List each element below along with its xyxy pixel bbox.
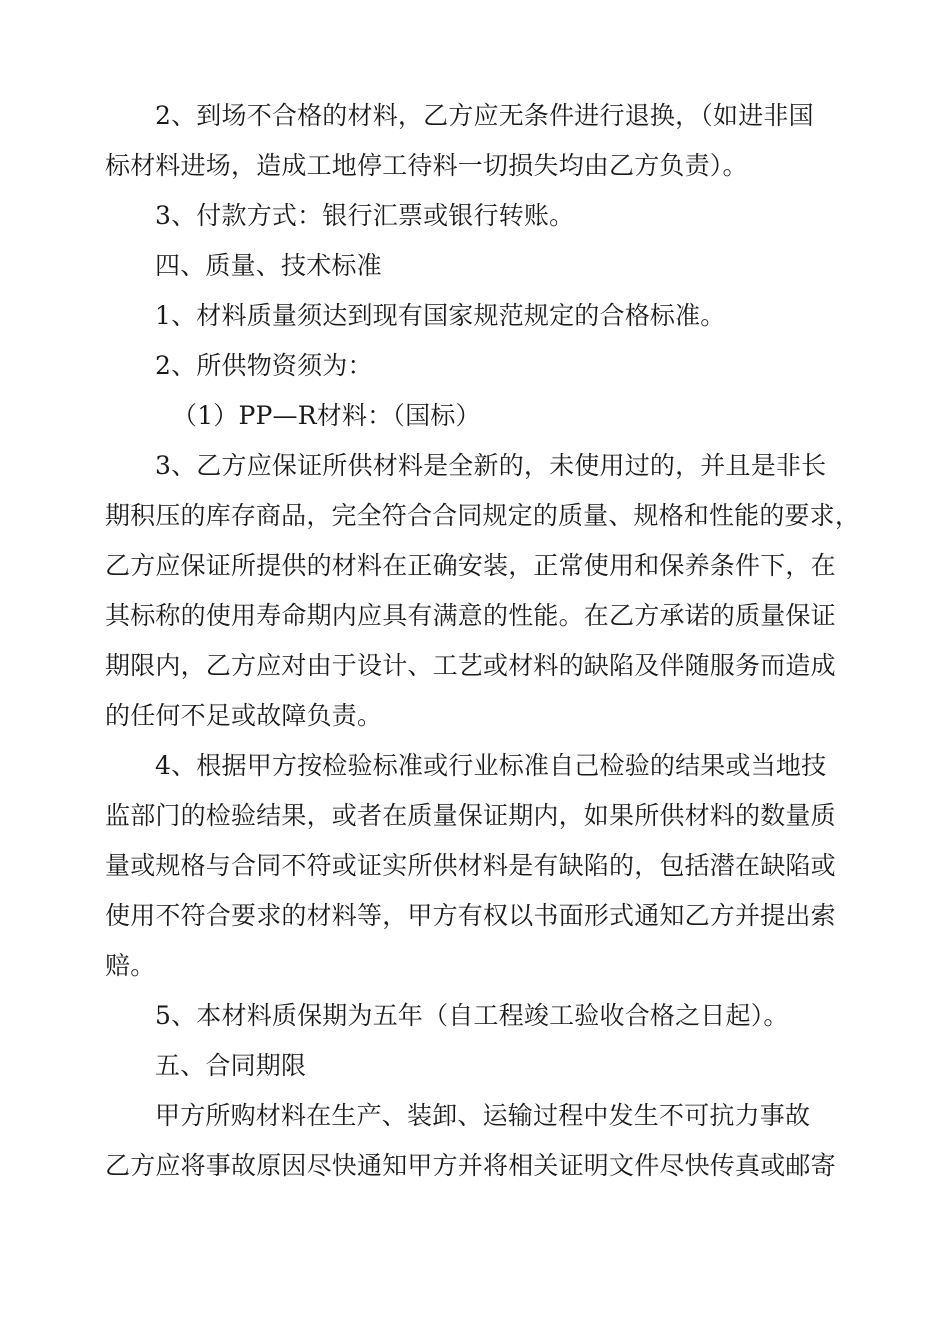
text-line: 的任何不足或故障负责。 bbox=[105, 701, 383, 730]
text-line: 乙方应将事故原因尽快通知甲方并将相关证明文件尽快传真或邮寄 bbox=[105, 1151, 836, 1180]
text-line: （1）PP—R材料：（国标） bbox=[172, 401, 481, 430]
text-line: 标材料进场，造成工地停工待料一切损失均由乙方负责）。 bbox=[105, 151, 748, 180]
text-line: 3、乙方应保证所供材料是全新的，未使用过的，并且是非长 bbox=[155, 451, 827, 480]
section-heading: 五、合同期限 bbox=[155, 1051, 307, 1080]
text-line: 5、本材料质保期为五年（自工程竣工验收合格之日起）。 bbox=[155, 1001, 789, 1030]
text-line: 2、到场不合格的材料，乙方应无条件进行退换，（如进非国 bbox=[155, 101, 814, 130]
text-line: 3、付款方式：银行汇票或银行转账。 bbox=[155, 201, 575, 230]
text-line: 期限内，乙方应对由于设计、工艺或材料的缺陷及伴随服务而造成 bbox=[105, 651, 836, 680]
text-line: 期积压的库存商品，完全符合合同规定的质量、规格和性能的要求， bbox=[105, 501, 861, 530]
text-line: 4、根据甲方按检验标准或行业标准自己检验的结果或当地技 bbox=[155, 751, 827, 780]
text-line: 监部门的检验结果，或者在质量保证期内，如果所供材料的数量质 bbox=[105, 801, 836, 830]
text-line: 1、材料质量须达到现有国家规范规定的合格标准。 bbox=[155, 301, 726, 330]
text-line: 赔。 bbox=[105, 951, 156, 980]
text-line: 甲方所购材料在生产、装卸、运输过程中发生不可抗力事故 bbox=[155, 1101, 811, 1130]
section-heading: 四、质量、技术标准 bbox=[155, 251, 382, 280]
text-line: 乙方应保证所提供的材料在正确安装，正常使用和保养条件下，在 bbox=[105, 551, 836, 580]
text-line: 2、所供物资须为： bbox=[155, 351, 373, 380]
text-line: 量或规格与合同不符或证实所供材料是有缺陷的，包括潜在缺陷或 bbox=[105, 851, 836, 880]
text-line: 使用不符合要求的材料等，甲方有权以书面形式通知乙方并提出索 bbox=[105, 901, 836, 930]
text-line: 其标称的使用寿命期内应具有满意的性能。在乙方承诺的质量保证 bbox=[105, 601, 836, 630]
